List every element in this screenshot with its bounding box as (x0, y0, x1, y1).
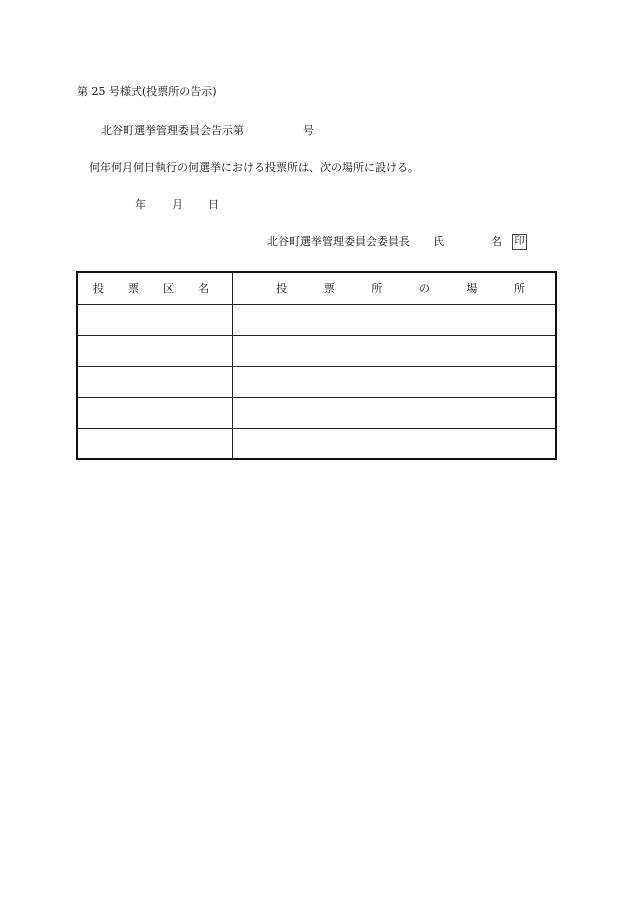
polling-location-cell[interactable] (233, 304, 556, 335)
header-char: 所 (371, 282, 383, 296)
district-name-cell[interactable] (77, 335, 233, 366)
polling-location-cell[interactable] (233, 335, 556, 366)
notice-heading-text: 北谷町選挙管理委員会告示第 (101, 124, 244, 137)
notice-number-suffix: 号 (303, 124, 314, 137)
header-district-name (77, 272, 233, 304)
header-char: 票 (323, 282, 335, 296)
date-year: 年 (135, 198, 146, 211)
header-char: 所 (513, 282, 525, 296)
header-char: の (418, 282, 430, 296)
form-title: 第 25 号様式(投票所の告示) (77, 85, 217, 98)
seal-mark: 印 (512, 234, 527, 250)
notice-body: 何年何月何日執行の何選挙における投票所は、次の場所に設ける。 (89, 161, 419, 174)
table-row (77, 428, 556, 459)
header-char: 投 (93, 282, 104, 296)
table-row (77, 397, 556, 428)
table-row (77, 335, 556, 366)
district-name-cell[interactable] (77, 428, 233, 459)
district-name-cell[interactable] (77, 397, 233, 428)
polling-location-cell[interactable] (233, 366, 556, 397)
header-char: 区 (163, 282, 175, 296)
district-name-cell[interactable] (77, 366, 233, 397)
polling-location-cell[interactable] (233, 428, 556, 459)
polling-place-table (76, 271, 557, 460)
table-row (77, 366, 556, 397)
signature-shi: 氏 (433, 235, 444, 248)
header-polling-location (233, 272, 556, 304)
signature-title: 北谷町選挙管理委員会委員長 (267, 235, 410, 248)
notice-heading (101, 124, 314, 138)
table-row (77, 304, 556, 335)
header-char: 名 (198, 282, 210, 296)
polling-location-cell[interactable] (233, 397, 556, 428)
district-name-cell[interactable] (77, 304, 233, 335)
header-char: 票 (128, 282, 140, 296)
header-char: 場 (466, 282, 478, 296)
date-day: 日 (208, 198, 219, 211)
date-month: 月 (172, 198, 183, 211)
signature-mei: 名 (491, 235, 502, 248)
table-header-row (77, 272, 556, 304)
header-char: 投 (276, 282, 288, 296)
